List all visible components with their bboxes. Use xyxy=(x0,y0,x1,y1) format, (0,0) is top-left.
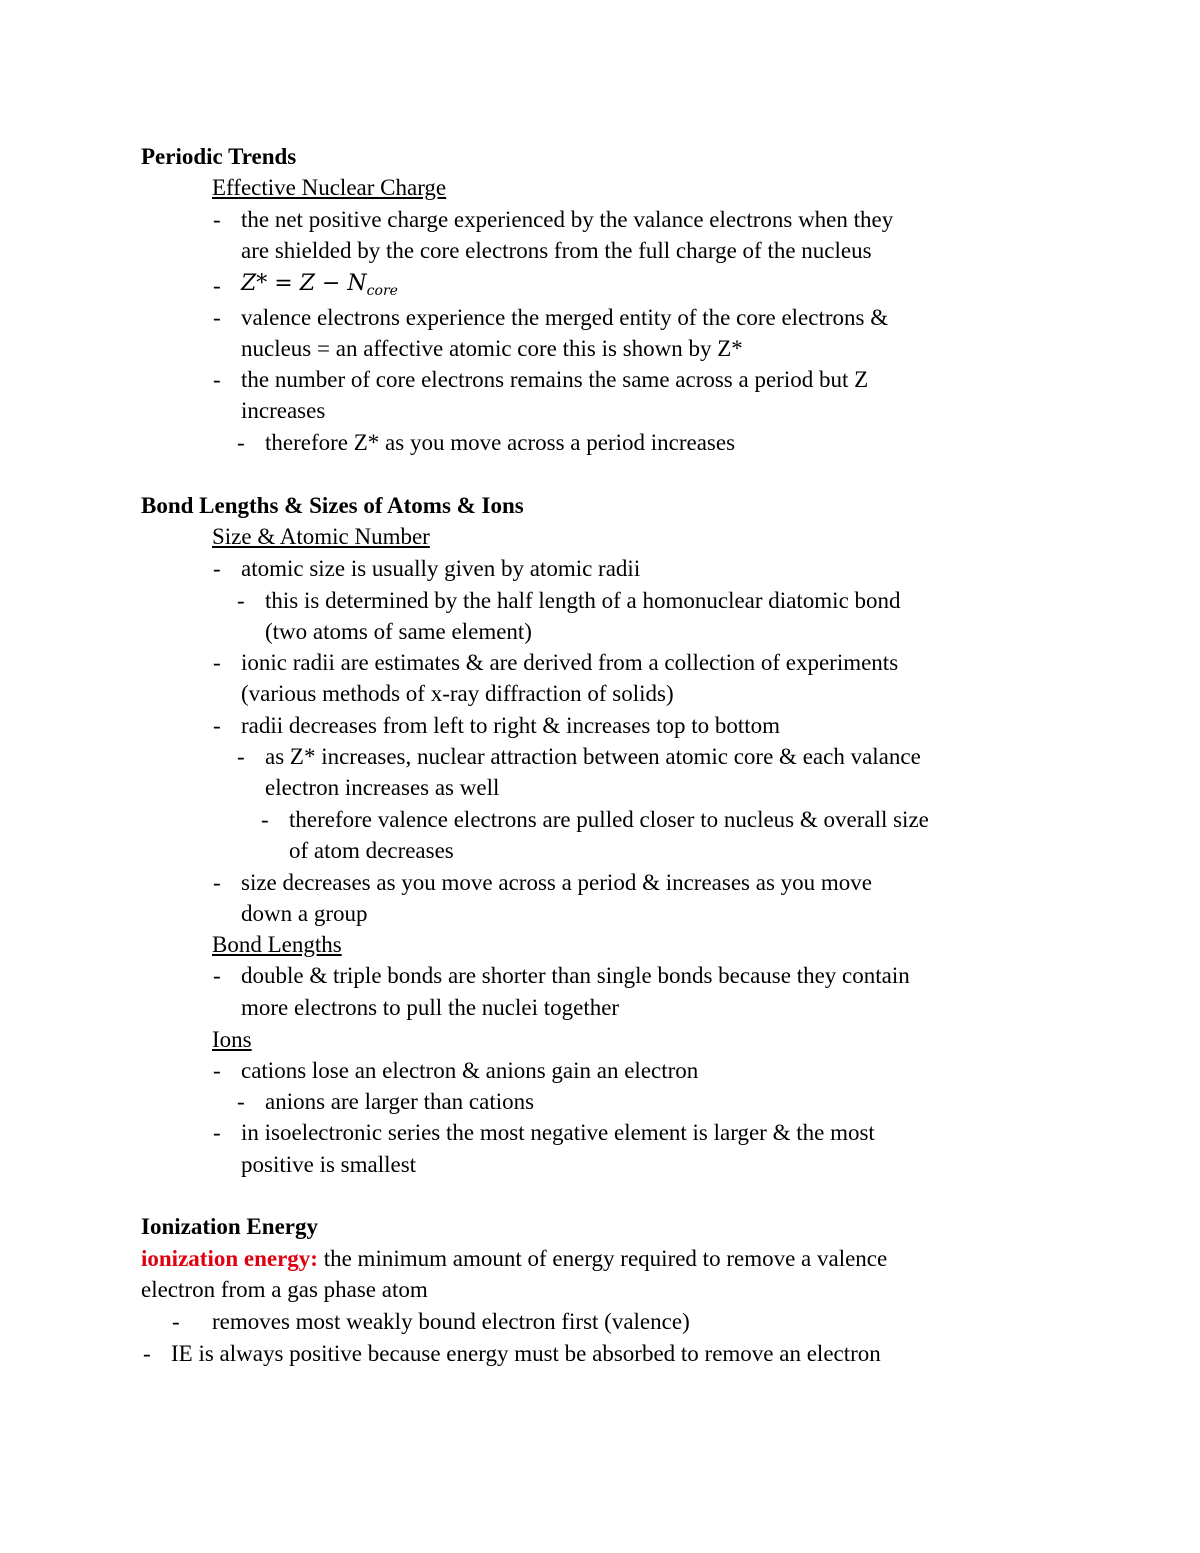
bullet-text: in isoelectronic series the most negative element is larger & the most xyxy=(241,1120,875,1145)
definition-text: the minimum amount of energy required to remove a valence xyxy=(317,1246,888,1271)
bullet-dash: - xyxy=(213,305,221,330)
bullet-text: the net positive charge experienced by the valance electrons when they xyxy=(241,207,894,232)
bullet-text: double & triple bonds are shorter than single bonds because they contain xyxy=(241,963,910,988)
bullet-text: IE is always positive because energy must be absorbed to remove an electron xyxy=(171,1341,881,1366)
definition-line xyxy=(141,1243,887,1274)
subheading-ions: Ions xyxy=(212,1027,252,1052)
bullet-dash: - xyxy=(237,1089,245,1114)
bullet-dash: - xyxy=(213,273,221,298)
bullet-text: atomic size is usually given by atomic radii xyxy=(241,556,641,581)
bullet-dash: - xyxy=(213,1058,221,1083)
bullet-text: increases xyxy=(241,398,326,423)
bullet-text: nucleus = an affective atomic core this is shown by Z* xyxy=(241,336,743,361)
bullet-text: as Z* increases, nuclear attraction between atomic core & each valance xyxy=(265,744,921,769)
bullet-dash: - xyxy=(237,588,245,613)
subheading-bond-lengths: Bond Lengths xyxy=(212,932,342,957)
bullet-text: the number of core electrons remains the same across a period but Z xyxy=(241,367,869,392)
bullet-dash: - xyxy=(143,1341,151,1366)
bullet-text: down a group xyxy=(241,901,368,926)
bullet-text: more electrons to pull the nuclei together xyxy=(241,995,620,1020)
bullet-dash: - xyxy=(213,870,221,895)
bullet-text: anions are larger than cations xyxy=(265,1089,535,1114)
bullet-text: (various methods of x-ray diffraction of solids) xyxy=(241,681,674,706)
bullet-text: removes most weakly bound electron first (valence) xyxy=(212,1309,690,1334)
bullet-text: cations lose an electron & anions gain an electron xyxy=(241,1058,699,1083)
bullet-dash: - xyxy=(213,963,221,988)
bullet-dash: - xyxy=(237,430,245,455)
bullet-text: valence electrons experience the merged entity of the core electrons & xyxy=(241,305,889,330)
bullet-text: (two atoms of same element) xyxy=(265,619,532,644)
bullet-text: ionic radii are estimates & are derived from a collection of experiments xyxy=(241,650,899,675)
subheading-effective-nuclear-charge: Effective Nuclear Charge xyxy=(212,175,447,200)
formula-subscript: core xyxy=(366,283,398,299)
subheading-size-atomic-number: Size & Atomic Number xyxy=(212,524,430,549)
bullet-dash: - xyxy=(213,1120,221,1145)
definition-line: electron from a gas phase atom xyxy=(141,1277,428,1302)
bullet-dash: - xyxy=(213,713,221,738)
bullet-dash: - xyxy=(261,807,269,832)
bullet-text: therefore valence electrons are pulled closer to nucleus & overall size xyxy=(289,807,929,832)
bullet-dash: - xyxy=(213,556,221,581)
bullet-text: size decreases as you move across a period & increases as you move xyxy=(241,870,872,895)
bullet-text: radii decreases from left to right & increases top to bottom xyxy=(241,713,781,738)
bullet-text: of atom decreases xyxy=(289,838,454,863)
bullet-text: electron increases as well xyxy=(265,775,500,800)
bullet-dash: - xyxy=(213,367,221,392)
bullet-dash: - xyxy=(237,744,245,769)
bullet-dash: - xyxy=(213,650,221,675)
bullet-text: positive is smallest xyxy=(241,1152,417,1177)
section-title-ionization-energy: Ionization Energy xyxy=(141,1214,318,1239)
section-title-periodic-trends: Periodic Trends xyxy=(141,144,297,169)
bullet-text: are shielded by the core electrons from the full charge of the nucleus xyxy=(241,238,872,263)
bullet-text: therefore Z* as you move across a period increases xyxy=(265,430,736,455)
bullet-text: this is determined by the half length of a homonuclear diatomic bond xyxy=(265,588,901,613)
bullet-dash: - xyxy=(213,207,221,232)
bullet-dash: - xyxy=(172,1309,180,1334)
defined-term: ionization energy: xyxy=(141,1246,318,1271)
formula-main: Z* = Z − N xyxy=(241,271,367,296)
section-title-bond-lengths: Bond Lengths & Sizes of Atoms & Ions xyxy=(141,493,524,518)
